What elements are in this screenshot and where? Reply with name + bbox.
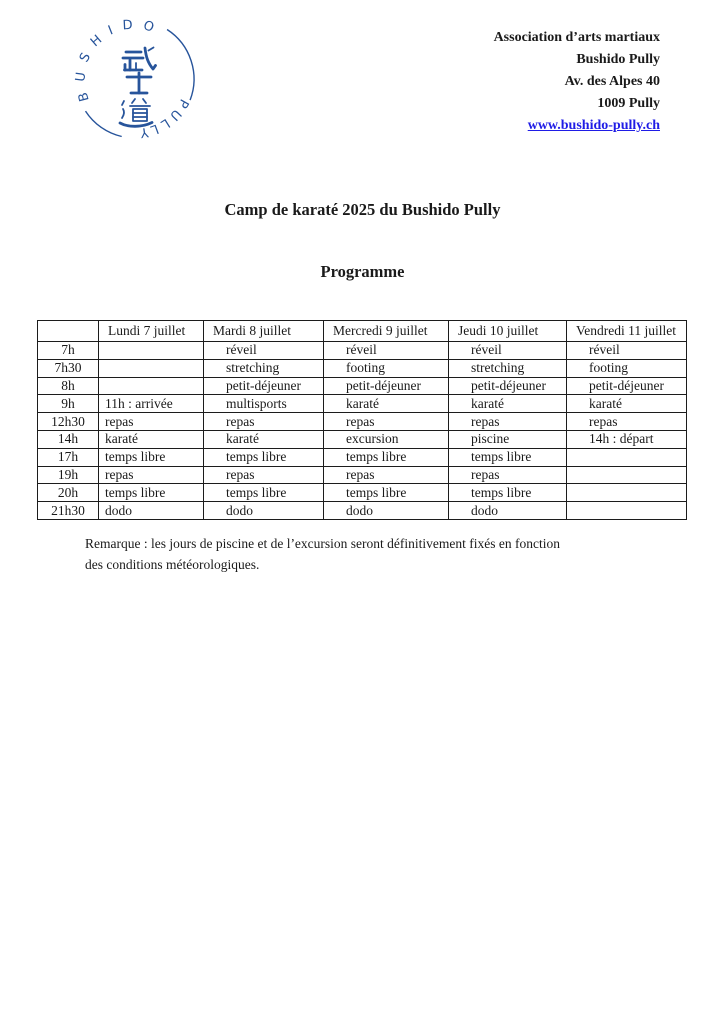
corner-cell (38, 321, 99, 342)
schedule-cell: multisports (204, 395, 324, 413)
schedule-cell: karaté (449, 395, 567, 413)
remark-line-1: Remarque : les jours de piscine et de l’excursion seront définitivement fixés en fonction (85, 536, 560, 551)
schedule-cell: karaté (567, 395, 687, 413)
schedule-cell: petit-déjeuner (204, 377, 324, 395)
schedule-cell (99, 377, 204, 395)
time-cell: 19h (38, 466, 99, 484)
schedule-cell: dodo (449, 502, 567, 520)
schedule-header (38, 321, 687, 342)
schedule-cell: temps libre (99, 448, 204, 466)
bushido-pully-logo (62, 13, 208, 147)
remark-note (85, 533, 560, 575)
schedule-cell: petit-déjeuner (324, 377, 449, 395)
time-cell: 7h30 (38, 359, 99, 377)
schedule-cell: temps libre (204, 484, 324, 502)
schedule-cell: repas (449, 413, 567, 431)
schedule-cell: karaté (324, 395, 449, 413)
schedule-cell (99, 359, 204, 377)
day-column-header: Lundi 7 juillet (99, 321, 204, 342)
kanji-bushido-icon (120, 48, 156, 127)
day-column-header: Vendredi 11 juillet (567, 321, 687, 342)
schedule-cell: 14h : départ (567, 430, 687, 448)
schedule-cell: réveil (449, 342, 567, 360)
header-row (38, 321, 687, 342)
schedule-cell: petit-déjeuner (449, 377, 567, 395)
schedule-cell (567, 502, 687, 520)
website-link[interactable]: www.bushido-pully.ch (527, 118, 660, 133)
schedule-cell (567, 466, 687, 484)
time-cell: 8h (38, 377, 99, 395)
contact-line-street: Av. des Alpes 40 (564, 74, 660, 89)
schedule-row (38, 484, 687, 502)
schedule-row (38, 466, 687, 484)
schedule-row (38, 342, 687, 360)
remark-line-2: des conditions météorologiques. (85, 557, 260, 572)
page-title: Camp de karaté 2025 du Bushido Pully (224, 200, 501, 219)
time-cell: 9h (38, 395, 99, 413)
time-cell: 12h30 (38, 413, 99, 431)
schedule-row (38, 359, 687, 377)
schedule-cell: karaté (204, 430, 324, 448)
schedule-cell: temps libre (449, 448, 567, 466)
time-cell: 14h (38, 430, 99, 448)
contact-line-club: Bushido Pully (576, 52, 660, 67)
schedule-cell: temps libre (449, 484, 567, 502)
schedule-cell: repas (99, 466, 204, 484)
logo-text-pully: PULLY (135, 96, 192, 141)
schedule-cell: repas (99, 413, 204, 431)
schedule-row (38, 448, 687, 466)
schedule-cell: piscine (449, 430, 567, 448)
schedule-row (38, 502, 687, 520)
contact-line-association: Association d’arts martiaux (493, 30, 660, 45)
schedule-cell: petit-déjeuner (567, 377, 687, 395)
schedule-row (38, 413, 687, 431)
schedule-cell (567, 484, 687, 502)
day-column-header: Mardi 8 juillet (204, 321, 324, 342)
schedule-cell: 11h : arrivée (99, 395, 204, 413)
schedule-cell: temps libre (99, 484, 204, 502)
schedule-cell: repas (449, 466, 567, 484)
time-cell: 20h (38, 484, 99, 502)
page-subtitle: Programme (320, 262, 405, 281)
contact-line-city: 1009 Pully (597, 96, 660, 111)
schedule-cell: dodo (99, 502, 204, 520)
day-column-header: Jeudi 10 juillet (449, 321, 567, 342)
schedule-body (38, 342, 687, 520)
schedule-cell: temps libre (204, 448, 324, 466)
logo-circle-icon (62, 13, 208, 147)
schedule-cell (567, 448, 687, 466)
time-cell: 7h (38, 342, 99, 360)
time-cell: 21h30 (38, 502, 99, 520)
schedule-cell: réveil (324, 342, 449, 360)
logo-ring-right-arc (167, 30, 194, 101)
schedule-row (38, 395, 687, 413)
schedule-cell: repas (567, 413, 687, 431)
schedule-cell: repas (204, 413, 324, 431)
schedule-cell: excursion (324, 430, 449, 448)
contact-block (494, 27, 660, 137)
logo-ring-bottomleft-arc (86, 111, 122, 136)
schedule-cell: repas (204, 466, 324, 484)
schedule-cell: dodo (204, 502, 324, 520)
schedule-row (38, 430, 687, 448)
schedule-cell: footing (567, 359, 687, 377)
schedule-cell: dodo (324, 502, 449, 520)
time-cell: 17h (38, 448, 99, 466)
schedule-row (38, 377, 687, 395)
schedule-cell: repas (324, 466, 449, 484)
schedule-cell: stretching (204, 359, 324, 377)
schedule-cell (99, 342, 204, 360)
day-column-header: Mercredi 9 juillet (324, 321, 449, 342)
schedule-cell: repas (324, 413, 449, 431)
schedule-cell: réveil (204, 342, 324, 360)
logo-text-bushido: BUSHIDO (73, 17, 165, 103)
schedule-cell: footing (324, 359, 449, 377)
schedule-cell: karaté (99, 430, 204, 448)
schedule-table (37, 320, 687, 520)
schedule-cell: temps libre (324, 448, 449, 466)
schedule-cell: temps libre (324, 484, 449, 502)
schedule-cell: réveil (567, 342, 687, 360)
schedule-cell: stretching (449, 359, 567, 377)
